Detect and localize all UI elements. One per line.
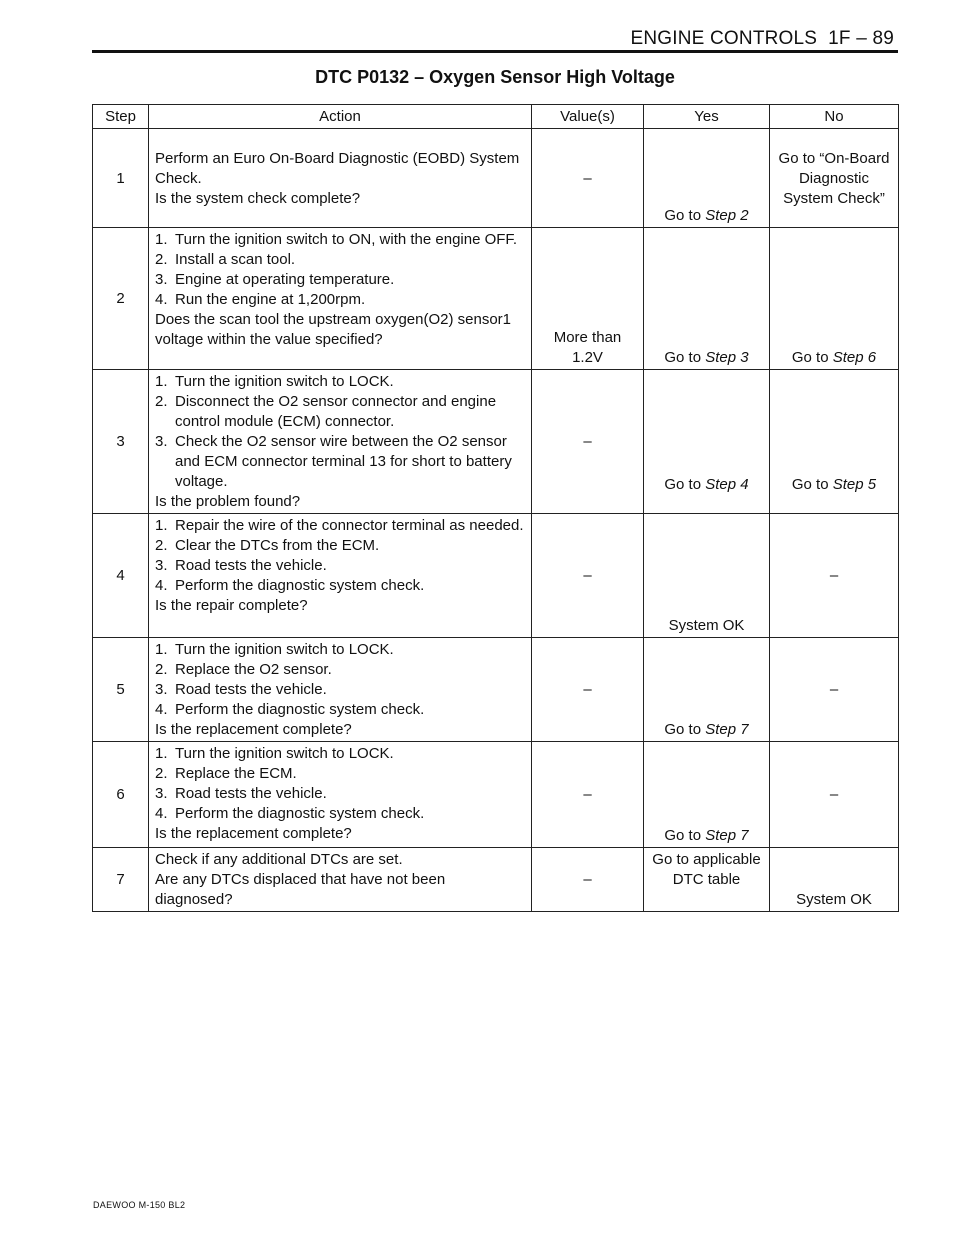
table-row [93,848,899,912]
action-item: 3. Road tests the vehicle. [155,681,327,698]
table-row [93,638,899,742]
yes-cell [644,370,770,514]
yes-cell [644,742,770,848]
action-cell [149,129,532,228]
no-step-link: Step 6 [832,349,877,366]
yes-prefix: Go to [664,476,702,493]
header-page-number: 1F – 89 [828,28,894,49]
action-cell [149,514,532,638]
action-item: 2. Replace the ECM. [155,765,297,782]
step-number: 1 [93,129,149,228]
action-cell [149,848,532,912]
action-item: 4. Run the engine at 1,200rpm. [155,291,366,308]
diagnostic-table [92,104,899,912]
table-row [93,228,899,370]
action-item: 4. Perform the diagnostic system check. [155,701,425,718]
no-cell [770,228,899,370]
action-cell [149,228,532,370]
action-item: 3. Engine at operating temperature. [155,271,395,288]
column-header-no: No [770,105,899,129]
action-line: Is the system check complete? [155,189,361,207]
column-header-values: Value(s) [532,105,644,129]
yes-cell [644,129,770,228]
no-prefix: Go to [791,349,829,366]
table-row [93,129,899,228]
header-rule [92,50,898,53]
step-number: 4 [93,514,149,638]
no-cell [770,370,899,514]
action-item: 3. Check the O2 sensor wire between the O2 sensor and ECM connector terminal 13 for short to battery voltage. [155,433,512,490]
action-cell [149,742,532,848]
yes-step-link: Step 7 [705,827,749,844]
yes-step-link: Step 3 [705,349,749,366]
action-item: 1. Repair the wire of the connector terminal as needed. [155,517,524,534]
action-question: Is the problem found? [155,493,301,510]
value-cell: – [532,638,644,742]
action-cell [149,370,532,514]
action-question: Is the replacement complete? [155,825,352,842]
no-prefix: Go to [791,476,829,493]
action-line: Perform an Euro On-Board Diagnostic (EOBD) System Check. [155,149,520,187]
yes-cell [644,638,770,742]
action-item: 3. Road tests the vehicle. [155,785,327,802]
yes-prefix: Go to [664,827,702,844]
no-cell: System OK [770,848,899,912]
step-number: 2 [93,228,149,370]
step-number: 3 [93,370,149,514]
yes-step-link: Step 2 [705,207,749,224]
column-header-action: Action [149,105,532,129]
value-cell: – [532,742,644,848]
header-section: ENGINE CONTROLS [630,28,818,49]
yes-prefix: Go to [664,207,702,224]
page-footer: DAEWOO M-150 BL2 [93,1200,186,1210]
action-item: 2. Disconnect the O2 sensor connector and engine control module (ECM) connector. [155,393,497,430]
action-item: 3. Road tests the vehicle. [155,557,327,574]
step-number: 5 [93,638,149,742]
yes-prefix: Go to [664,721,702,738]
yes-step-link: Step 4 [705,476,749,493]
no-step-link: Step 5 [832,476,877,493]
table-row [93,370,899,514]
no-cell: – [770,514,899,638]
action-line: Are any DTCs displaced that have not been diagnosed? [155,871,446,908]
value-cell: – [532,514,644,638]
yes-cell: System OK [644,514,770,638]
column-header-yes: Yes [644,105,770,129]
action-item: 2. Clear the DTCs from the ECM. [155,537,380,554]
no-cell: – [770,638,899,742]
action-item: 1. Turn the ignition switch to LOCK. [155,373,394,390]
action-cell [149,638,532,742]
action-line: Check if any additional DTCs are set. [155,851,403,868]
value-cell: – [532,370,644,514]
step-number: 6 [93,742,149,848]
no-cell: – [770,742,899,848]
action-question: Is the replacement complete? [155,721,352,738]
action-question: Is the repair complete? [155,597,308,614]
action-item: 1. Turn the ignition switch to LOCK. [155,745,394,762]
yes-cell [644,228,770,370]
yes-prefix: Go to [664,349,702,366]
table-row [93,514,899,638]
yes-step-link: Step 7 [705,721,749,738]
value-cell: – [532,129,644,228]
column-header-step: Step [93,105,149,129]
action-item: 2. Replace the O2 sensor. [155,661,332,678]
value-cell: More than 1.2V [532,228,644,370]
page-title: DTC P0132 – Oxygen Sensor High Voltage [315,67,675,87]
value-cell: – [532,848,644,912]
yes-cell: Go to applicable DTC table [644,848,770,912]
action-item: 4. Perform the diagnostic system check. [155,577,425,594]
action-item: 4. Perform the diagnostic system check. [155,805,425,822]
table-header-row [93,105,899,129]
no-cell: Go to “On-Board Diagnostic System Check” [770,129,899,228]
table-row [93,742,899,848]
page-header [630,28,894,50]
action-question: Does the scan tool the upstream oxygen(O2) sensor1 voltage within the value specified? [155,311,512,348]
action-item: 1. Turn the ignition switch to LOCK. [155,641,394,658]
action-item: 2. Install a scan tool. [155,251,296,268]
action-item: 1. Turn the ignition switch to ON, with the engine OFF. [155,231,518,248]
step-number: 7 [93,848,149,912]
